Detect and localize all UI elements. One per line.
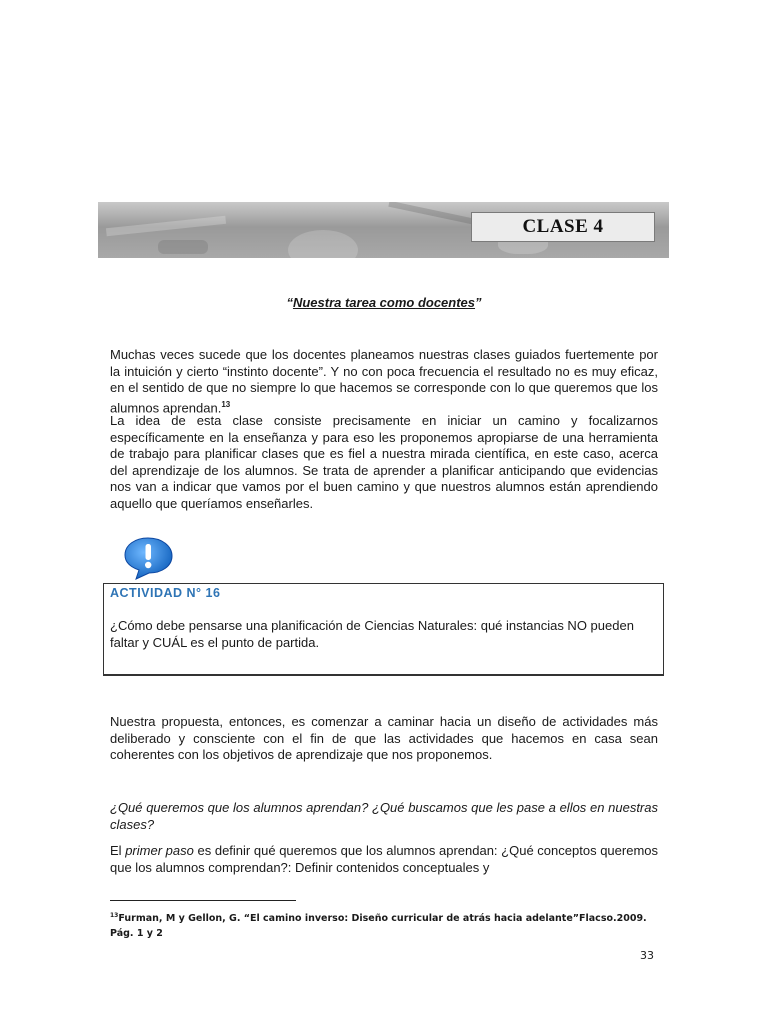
title-text: Nuestra tarea como docentes [292, 295, 476, 310]
activity-question: ¿Cómo debe pensarse una planificación de Ciencias Naturales: qué instancias NO pueden faltar y CUÁL es el punto de partida. [110, 618, 634, 650]
banner-decoration [106, 216, 226, 236]
title-close-quote: ” [475, 295, 482, 310]
class-idea-paragraph: La idea de esta clase consiste precisamente en iniciar un camino y focalizarnos específicamente en la enseñanza y para eso les proponemos apropiarse de una herramienta de trabajo para planificar clases que es fiel a nuestra mirada científica, en este caso, acerca del aprendizaje de los alumnos. Se trata de aprender a planificar anticipando que evidencias nos van a indicar que vamos por el buen camino y que nuestros alumnos están aprendiendo aquello que queríamos enseñarles. [110, 413, 658, 511]
first-step-rest: es definir qué queremos que los alumnos aprendan: ¿Qué conceptos queremos que los alumnos comprendan?: Definir contenidos conceptuales y [110, 843, 659, 875]
class-label: CLASE 4 [471, 212, 655, 242]
class-banner [98, 202, 669, 258]
banner-decoration [288, 230, 358, 258]
proposal-paragraph: Nuestra propuesta, entonces, es comenzar a caminar hacia un diseño de actividades más deliberado y consciente con el fin de que las actividades que hacemos en casa sean coherentes con los objetivos de aprendizaje que nos proponemos. [110, 714, 658, 762]
page-number: 33 [640, 949, 654, 962]
title-open-quote: “ [286, 295, 293, 310]
first-step-emphasis: primer paso [125, 843, 194, 858]
footnote-text: Furman, M y Gellon, G. “El camino inverso: Diseño curricular de atrás hacia adelante”Flacso.2009. Pág. 1 y 2 [110, 913, 647, 940]
exclamation-bubble-icon [122, 536, 174, 580]
banner-decoration [158, 240, 208, 254]
activity-box [103, 583, 664, 676]
footnote-reference[interactable]: 13 [221, 399, 231, 409]
first-step-paragraph [110, 843, 658, 876]
page-title [0, 295, 768, 310]
intro-paragraph [110, 347, 658, 416]
guiding-questions: ¿Qué queremos que los alumnos aprendan? ¿Qué buscamos que les pase a ellos en nuestras clases? [110, 800, 658, 832]
intro-paragraph-text: Muchas veces sucede que los docentes planeamos nuestras clases guiados fuertemente por la intuición y cierto “instinto docente”. Y no con poca frecuencia el resultado no es muy eficaz, en el sentido de que no siempre lo que hacemos se corresponde con lo que queremos que los alumnos aprendan. [110, 347, 658, 415]
footnote-number: 13 [110, 912, 119, 919]
footnote [110, 908, 666, 941]
activity-title: ACTIVIDAD N° 16 [110, 586, 221, 600]
banner-decoration [388, 202, 477, 225]
footnote-divider [110, 900, 296, 901]
first-step-lead: El [110, 843, 126, 858]
